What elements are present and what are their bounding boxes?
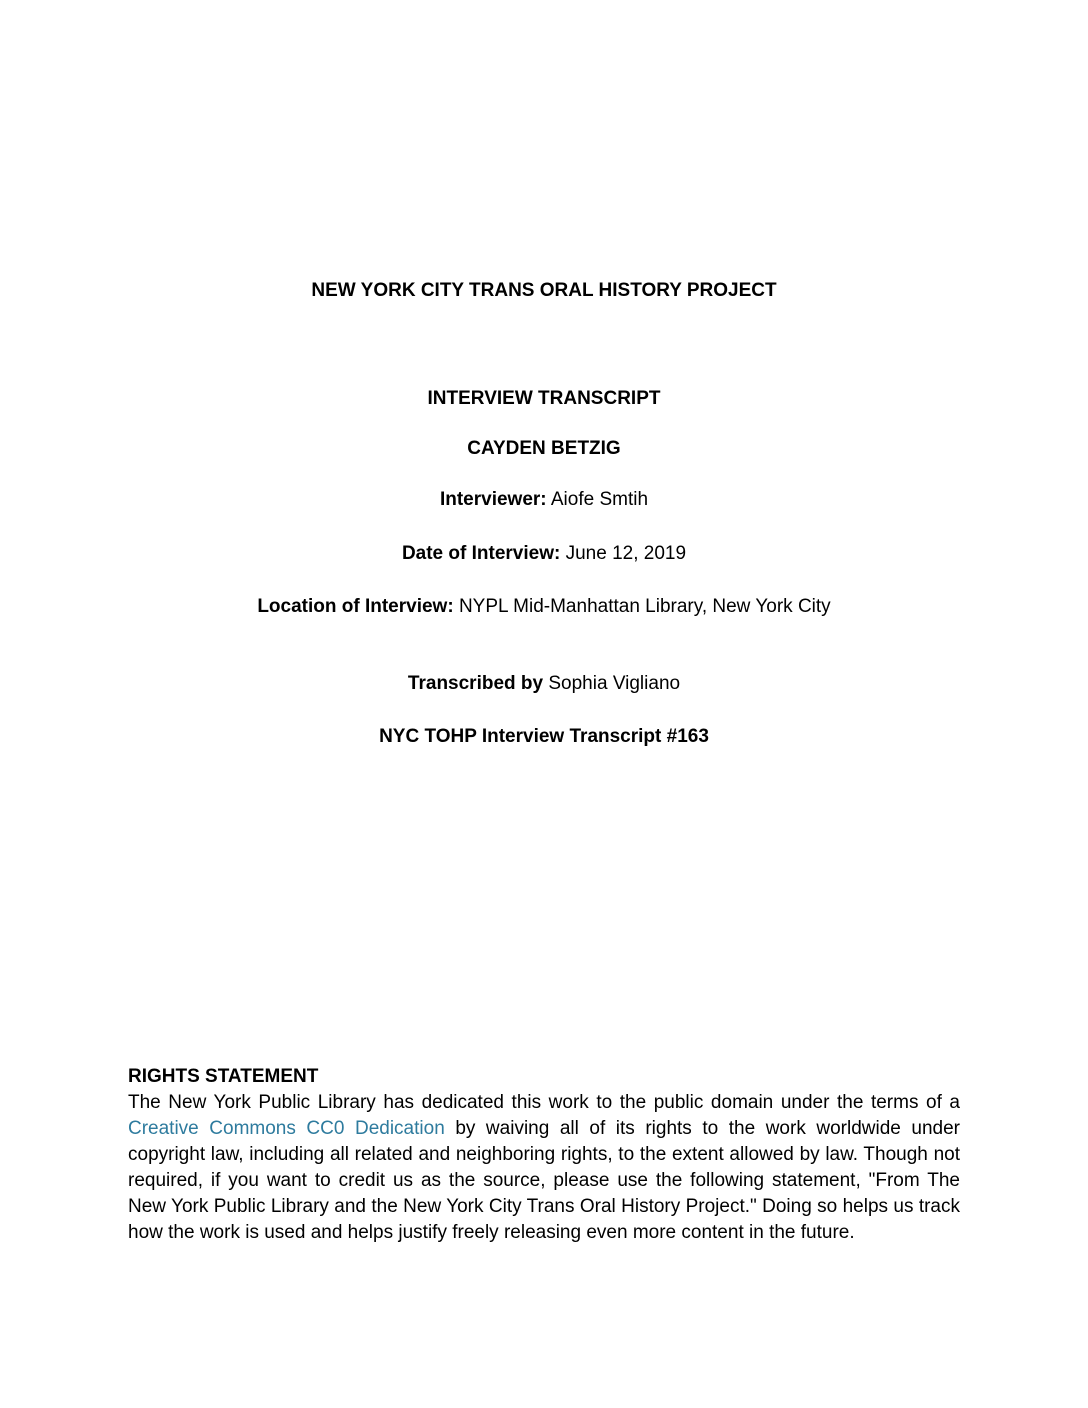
rights-statement-heading: RIGHTS STATEMENT <box>128 1066 319 1087</box>
rights-statement-paragraph <box>128 1090 960 1246</box>
date-of-interview-line <box>128 543 960 565</box>
date-label: Date of Interview: <box>401 543 561 564</box>
rights-statement-section <box>128 1064 960 1246</box>
location-of-interview-line <box>128 596 960 618</box>
interviewer-label: Interviewer: <box>439 489 547 510</box>
document-title: NEW YORK CITY TRANS ORAL HISTORY PROJECT <box>311 280 777 301</box>
transcriber-label: Transcribed by <box>407 673 544 694</box>
document-subtitle: INTERVIEW TRANSCRIPT <box>427 388 661 409</box>
location-label: Location of Interview: <box>257 596 454 617</box>
date-value: June 12, 2019 <box>565 543 687 564</box>
rights-text-before-link: The New York Public Library has dedicated this work to the public domain under the terms of a <box>128 1092 960 1113</box>
location-value: NYPL Mid-Manhattan Library, New York City <box>458 596 831 617</box>
rights-text-after-link: by waiving all of its rights to the work worldwide under copyright law, including all related and neighboring rights, to the extent allowed by law. Though not required, if you want to credit us as the source, please use the following statement, "From The New York Public Library and the New York City Trans Oral History Project." Doing so helps us track how the work is used and helps justify freely releasing even more content in the future. <box>128 1118 960 1243</box>
interviewer-line <box>128 489 960 511</box>
creative-commons-cc0-link[interactable]: Creative Commons CC0 Dedication <box>128 1118 445 1139</box>
interviewer-value: Aiofe Smtih <box>550 489 649 510</box>
transcriber-line <box>128 673 960 695</box>
interviewee-name: CAYDEN BETZIG <box>467 438 621 459</box>
transcript-number: NYC TOHP Interview Transcript #163 <box>379 726 709 747</box>
transcriber-value: Sophia Vigliano <box>548 673 681 694</box>
